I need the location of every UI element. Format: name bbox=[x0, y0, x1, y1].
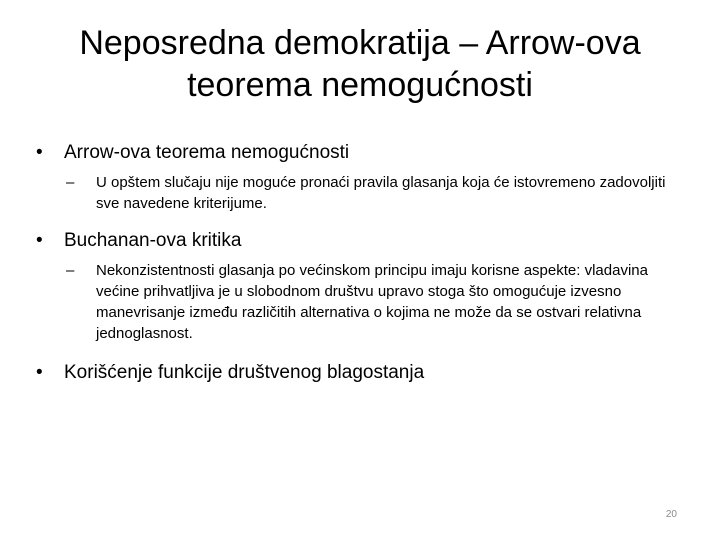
slide-title-line-2: teorema nemogućnosti bbox=[187, 66, 533, 104]
sub-bullet-item bbox=[36, 260, 686, 344]
bullet-text: Buchanan-ova kritika bbox=[64, 230, 242, 251]
sub-bullet-text: Nekonzistentnosti glasanja po većinskom principu imaju korisne aspekte: vladavina većine prihvatljiva je u slobodnom društvu upravo stoga što omogućuje izvesno manevrisanje između različitih alternativa o kojima ne može da se ostvari relativna jednoglasnost. bbox=[96, 262, 648, 342]
bullet-item bbox=[36, 228, 686, 254]
slide-content bbox=[36, 140, 686, 386]
slide-title-line-1: Neposredna demokratija – Arrow-ova bbox=[79, 24, 641, 62]
bullet-item bbox=[36, 140, 686, 166]
page-number: 20 bbox=[665, 509, 677, 520]
bullet-text: Korišćenje funkcije društvenog blagostanja bbox=[64, 362, 425, 383]
bullet-item bbox=[36, 360, 686, 386]
bullet-marker: • bbox=[36, 362, 43, 383]
sub-bullet-marker: – bbox=[66, 174, 75, 191]
bullet-marker: • bbox=[36, 230, 43, 251]
sub-bullet-marker: – bbox=[66, 262, 75, 279]
slide-title bbox=[20, 22, 700, 106]
bullet-marker: • bbox=[36, 142, 43, 163]
sub-bullet-item bbox=[36, 172, 686, 214]
bullet-text: Arrow-ova teorema nemogućnosti bbox=[64, 142, 350, 163]
sub-bullet-text: U opštem slučaju nije moguće pronaći pravila glasanja koja će istovremeno zadovoljiti sve navedene kriterijume. bbox=[96, 174, 666, 212]
